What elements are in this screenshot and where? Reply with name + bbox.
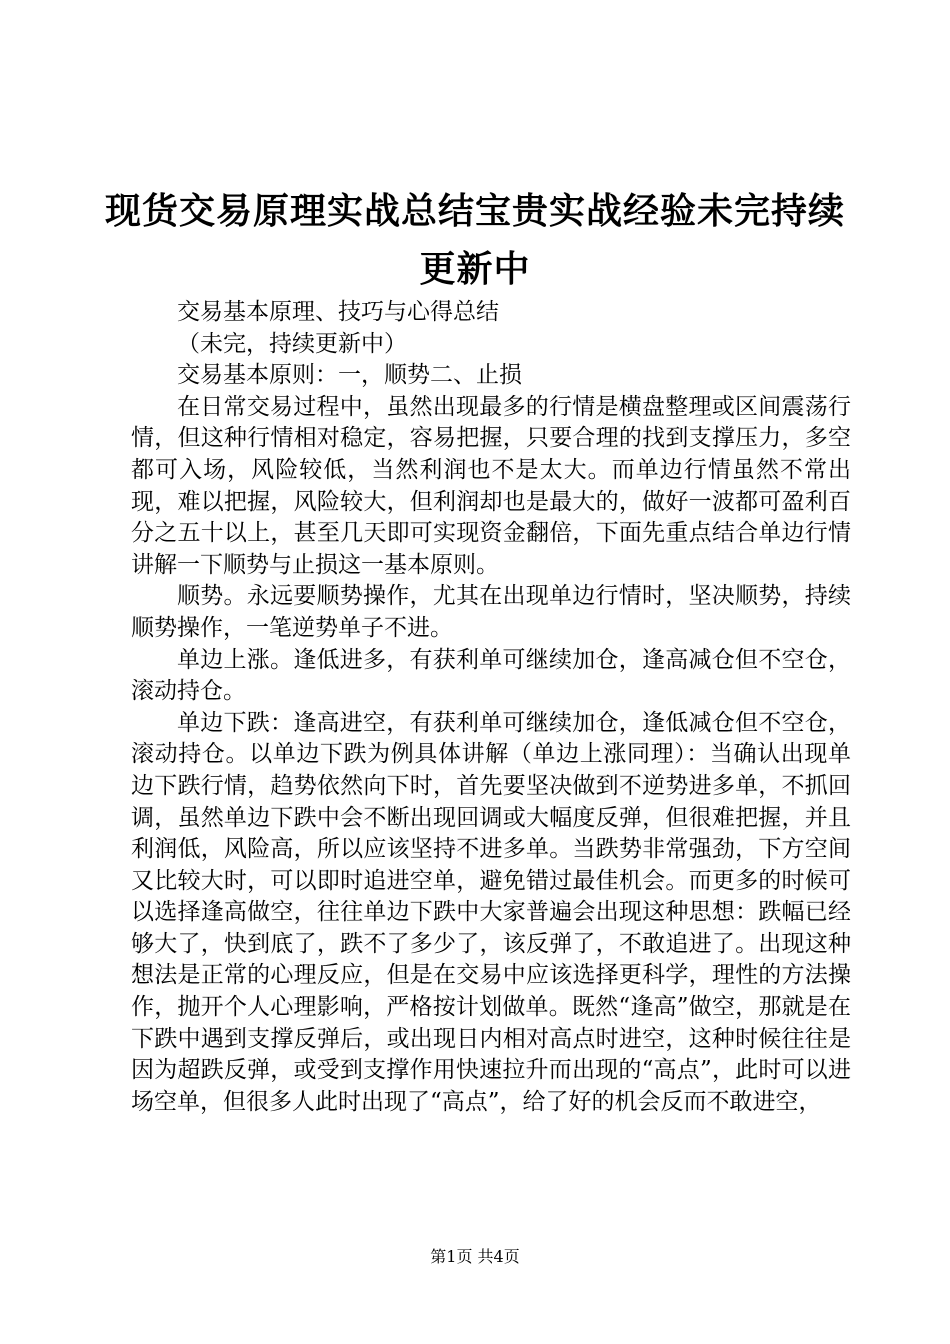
paragraph-intro: 在日常交易过程中，虽然出现最多的行情是横盘整理或区间震荡行情，但这种行情相对稳定，容易把握，只要合理的找到支撑压力，多空都可入场，风险较低，当然利润也不是太大。而单边行情虽然不常出现，难以把握，风险较大，但利润却也是最大的，做好一波都可盈利百分之五十以上，甚至几天即可实现资金翻倍，下面先重点结合单边行情讲解一下顺势与止损这一基本原则。	[131, 393, 851, 578]
paragraph-trend: 顺势。永远要顺势操作，尤其在出现单边行情时，坚决顺势，持续顺势操作，一笔逆势单子不进。	[131, 583, 851, 641]
paragraph-downtrend: 单边下跌：逢高进空，有获利单可继续加仓，逢低减仓但不空仓，滚动持仓。以单边下跌为例具体讲解（单边上涨同理）：当确认出现单边下跌行情，趋势依然向下时，首先要坚决做到不逆势进多单，不抓回调，虽然单边下跌中会不断出现回调或大幅度反弹，但很难把握，并且利润低，风险高，所以应该坚持不进多单。当跌势非常强劲，下方空间又比较大时，可以即时追进空单，避免错过最佳机会。而更多的时候可以选择逢高做空，往往单边下跌中大家普遍会出现这种思想：跌幅已经够大了，快到底了，跌不了多少了，该反弹了，不敢追进了。出现这种想法是正常的心理反应，但是在交易中应该选择更科学，理性的方法操作，抛开个人心理影响，严格按计划做单。既然“逢高”做空，那就是在下跌中遇到支撑反弹后，或出现日内相对高点时进空，这种时候往往是因为超跌反弹，或受到支撑作用快速拉升而出现的“高点”，此时可以进场空单，但很多人此时出现了“高点”，给了好的机会反而不敢进空，	[131, 709, 851, 1115]
paragraph-principles: 交易基本原则：一，顺势二、止损	[177, 362, 522, 389]
document-body	[131, 297, 851, 1118]
paragraph-uptrend: 单边上涨。逢低进多，有获利单可继续加仓，逢高减仓但不空仓，滚动持仓。	[131, 646, 851, 705]
page-number-footer: 第1页 共4页	[430, 1247, 520, 1266]
paragraph-note: （未完，持续更新中）	[177, 330, 407, 357]
paragraph-subtitle: 交易基本原理、技巧与心得总结	[177, 299, 499, 325]
document-title: 现货交易原理实战总结宝贵实战经验未完持续更新中	[104, 190, 845, 290]
